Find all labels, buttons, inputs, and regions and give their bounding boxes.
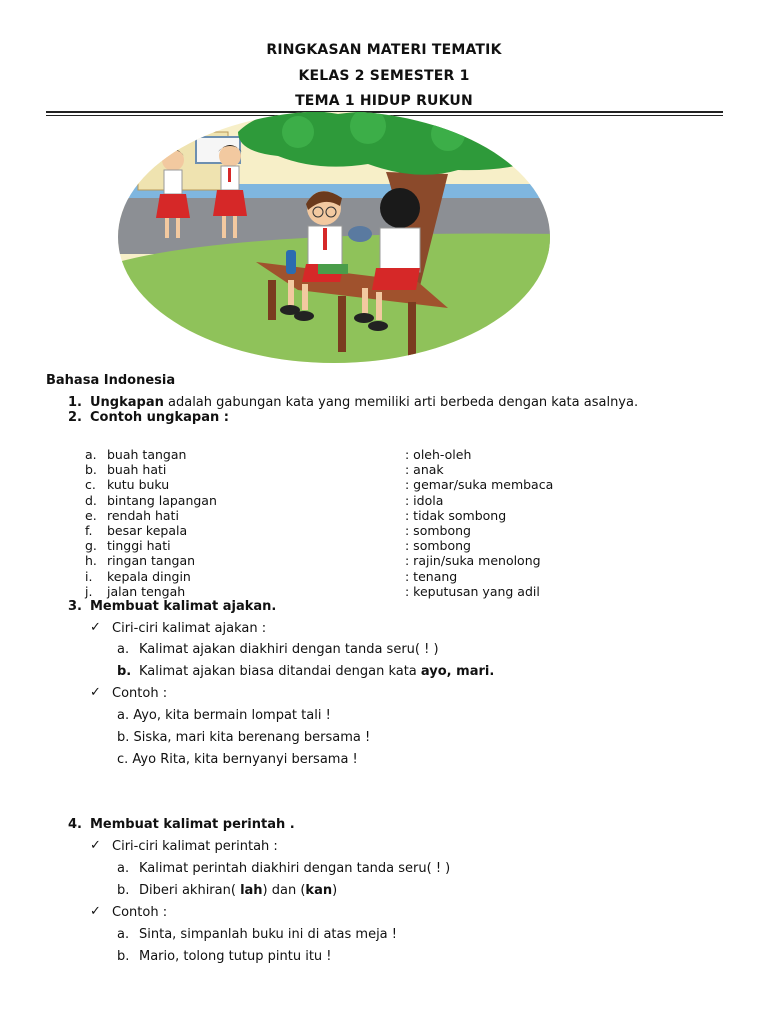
expression-meaning: : anak	[405, 462, 444, 477]
expression-phrase: besar kepala	[107, 523, 188, 538]
item-4-ciri-b-kan: kan	[305, 883, 333, 898]
item-1-definition: adalah gabungan kata yang memiliki arti berbeda dengan kata asalnya.	[163, 395, 639, 410]
item-4-number: 4.	[68, 817, 82, 832]
item-4-contoh-b-letter: b.	[117, 949, 130, 964]
expression-meaning: : gemar/suka membaca	[405, 477, 554, 492]
item-4-ciri-a-letter: a.	[117, 861, 130, 876]
title-line-2: KELAS 2 SEMESTER 1	[298, 68, 470, 84]
item-1-term: Ungkapan	[90, 395, 164, 410]
item-4-contoh-a-letter: a.	[117, 927, 130, 942]
expression-meaning: : tenang	[405, 569, 458, 584]
expression-meaning: : idola	[405, 493, 444, 508]
item-4-contoh-b-text: Mario, tolong tutup pintu itu !	[139, 949, 332, 964]
section-title: Bahasa Indonesia	[46, 373, 176, 388]
expression-meaning: : tidak sombong	[405, 508, 507, 523]
item-4-ciri-b-mid: ) dan (	[262, 883, 306, 898]
expression-letter: e.	[85, 508, 97, 523]
expression-meaning: : oleh-oleh	[405, 447, 472, 462]
item-4-ciri-b-text	[139, 883, 337, 899]
item-4-contoh-a-text: Sinta, simpanlah buku ini di atas meja !	[139, 927, 397, 942]
item-3-ciri-b-text	[139, 664, 494, 680]
expression-phrase: kutu buku	[107, 477, 170, 492]
item-3-ciri-a-letter: a.	[117, 642, 130, 657]
expression-meaning: : sombong	[405, 523, 471, 538]
item-4-ciri-label: Ciri-ciri kalimat perintah :	[112, 839, 278, 854]
item-4-ciri-b-post: )	[332, 883, 338, 898]
expression-letter: g.	[85, 538, 97, 553]
expression-meaning: : keputusan yang adil	[405, 584, 540, 599]
expression-meaning: : rajin/suka menolong	[405, 553, 541, 568]
item-3-ciri-b-plain: Kalimat ajakan biasa ditandai dengan kata	[139, 664, 421, 679]
item-3-ciri-a-text: Kalimat ajakan diakhiri dengan tanda seru( ! )	[139, 642, 439, 657]
item-4-ciri-a-text: Kalimat perintah diakhiri dengan tanda seru( ! )	[139, 861, 451, 876]
item-3-ciri-label: Ciri-ciri kalimat ajakan :	[112, 621, 267, 636]
expression-phrase: kepala dingin	[107, 569, 191, 584]
item-3-contoh-label: Contoh :	[112, 686, 168, 701]
item-1-text	[90, 395, 638, 411]
expression-letter: i.	[85, 569, 93, 584]
item-4-title: Membuat kalimat perintah .	[90, 817, 295, 832]
item-1-number: 1.	[68, 395, 82, 410]
expression-phrase: bintang lapangan	[107, 493, 217, 508]
expression-letter: c.	[85, 477, 96, 492]
expression-letter: h.	[85, 553, 97, 568]
item-4-contoh-label: Contoh :	[112, 905, 168, 920]
check-icon: ✓	[90, 685, 101, 700]
item-3-contoh-a: a. Ayo, kita bermain lompat tali !	[117, 708, 331, 723]
item-3-number: 3.	[68, 599, 82, 614]
expression-meaning: : sombong	[405, 538, 471, 553]
check-icon: ✓	[90, 904, 101, 919]
expression-letter: b.	[85, 462, 97, 477]
expression-letter: a.	[85, 447, 97, 462]
expression-phrase: tinggi hati	[107, 538, 171, 553]
check-icon: ✓	[90, 620, 101, 635]
item-2-number: 2.	[68, 410, 82, 425]
item-4-ciri-b-lah: lah	[240, 883, 263, 898]
expression-phrase: rendah hati	[107, 508, 179, 523]
expression-letter: f.	[85, 523, 93, 538]
expression-phrase: ringan tangan	[107, 553, 196, 568]
item-3-title: Membuat kalimat ajakan.	[90, 599, 277, 614]
item-3-ciri-b-bold: ayo, mari.	[420, 664, 495, 679]
check-icon: ✓	[90, 838, 101, 853]
item-3-ciri-b-letter: b.	[117, 664, 132, 679]
item-2-title: Contoh ungkapan :	[90, 410, 229, 425]
expression-phrase: jalan tengah	[107, 584, 186, 599]
title-line-3: TEMA 1 HIDUP RUKUN	[295, 93, 473, 109]
expression-letter: j.	[85, 584, 93, 599]
item-4-ciri-b-pre: Diberi akhiran(	[139, 883, 241, 898]
school-children-under-tree-image	[118, 112, 558, 370]
item-4-ciri-b-letter: b.	[117, 883, 130, 898]
title-line-1: RINGKASAN MATERI TEMATIK	[266, 42, 502, 58]
item-3-contoh-b: b. Siska, mari kita berenang bersama !	[117, 730, 371, 745]
expression-phrase: buah hati	[107, 462, 167, 477]
item-3-contoh-c: c. Ayo Rita, kita bernyanyi bersama !	[117, 752, 358, 767]
expression-letter: d.	[85, 493, 97, 508]
expression-phrase: buah tangan	[107, 447, 187, 462]
